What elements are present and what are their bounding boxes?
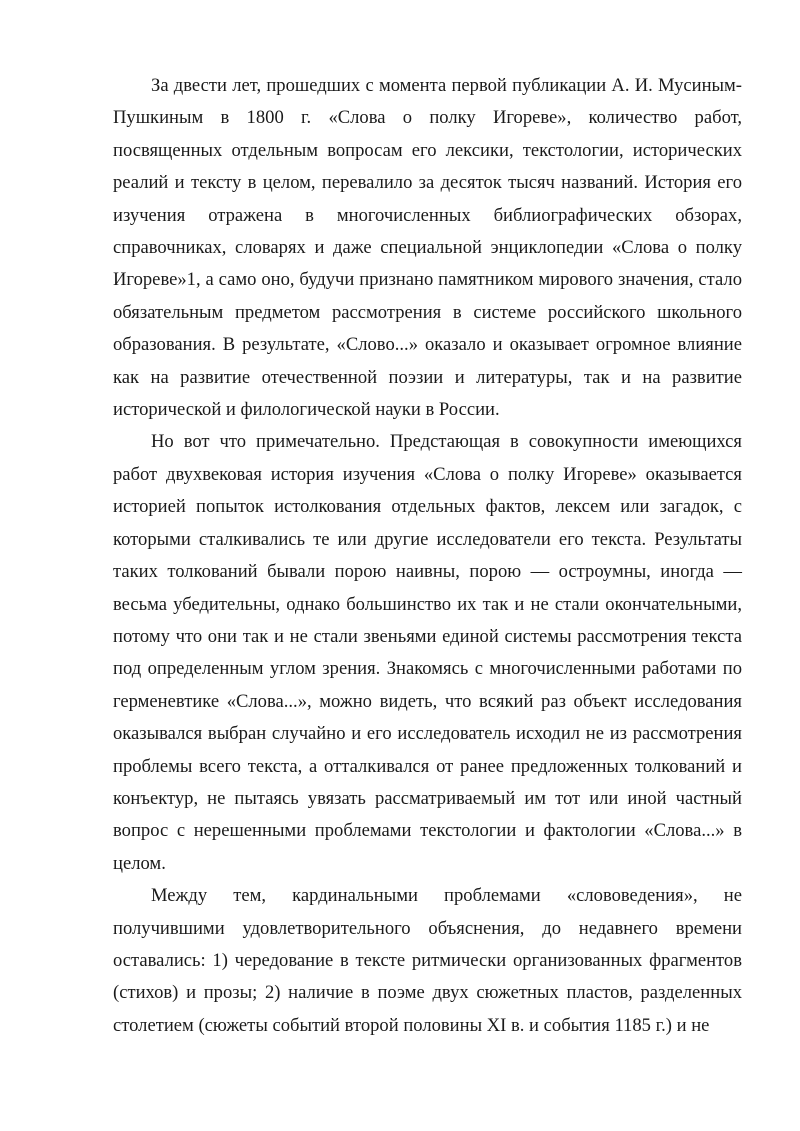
paragraph-3: Между тем, кардинальными проблемами «слововедения», не получившими удовлетворительного объяснения, до недавнего времени оставались: 1) чередование в тексте ритмически организованных фрагментов (стихов) и прозы; 2) наличие в поэме двух сюжетных пластов, разделенных столетием (сюжеты событий второй половины XI в. и события 1185 г.) и не — [113, 885, 742, 1036]
body-text — [113, 70, 742, 1042]
paragraph-2: Но вот что примечательно. Предстающая в совокупности имеющихся работ двухвековая история изучения «Слова о полку Игореве» оказывается историей попыток истолкования отдельных фактов, лексем или загадок, с которыми сталкивались те или другие исследователи его текста. Результаты таких толкований бывали порою наивны, порою — остроумны, иногда — весьма убедительны, однако большинство их так и не стали окончательными, потому что они так и не стали звеньями единой системы рассмотрения текста под определенным углом зрения. Знакомясь с многочисленными работами по герменевтике «Слова...», можно видеть, что всякий раз объект исследования оказывался выбран случайно и его исследователь исходил не из рассмотрения проблемы всего текста, а отталкивался от ранее предложенных толкований и конъектур, не пытаясь увязать рассматриваемый им тот или иной частный вопрос с нерешенными проблемами текстологии и фактологии «Слова...» в целом. — [113, 431, 742, 874]
paragraph-1: За двести лет, прошедших с момента первой публикации А. И. Мусиным-Пушкиным в 1800 г. «Слова о полку Игореве», количество работ, посвященных отдельным вопросам его лексики, текстологии, исторических реалий и тексту в целом, перевалило за десяток тысяч названий. История его изучения отражена в многочисленных библиографических обзорах, справочниках, словарях и даже специальной энциклопедии «Слова о полку Игореве»1, а само оно, будучи признано памятником мирового значения, стало обязательным предметом рассмотрения в системе российского школьного образования. В результате, «Слово...» оказало и оказывает огромное влияние как на развитие отечественной поэзии и литературы, так и на развитие исторической и филологической науки в России. — [113, 75, 742, 421]
